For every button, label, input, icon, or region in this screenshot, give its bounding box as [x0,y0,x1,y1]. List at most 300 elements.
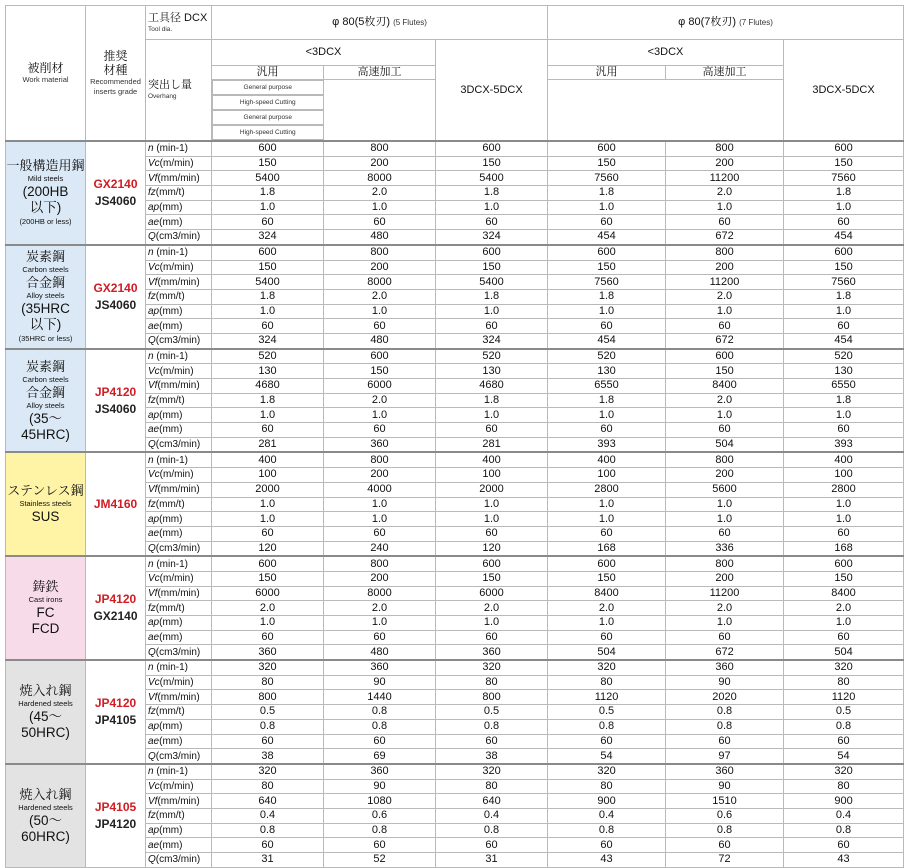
value-cell: 60 [436,630,548,645]
value-cell: 0.8 [666,705,784,720]
value-cell: 6000 [436,586,548,601]
value-cell: 1.0 [784,512,904,527]
value-cell: 60 [666,630,784,645]
work-material-cell: 一般構造用鋼 Mild steels (200HB 以下) (200HB or less) [6,141,86,245]
value-cell: 480 [324,333,436,348]
value-cell: 90 [666,779,784,794]
value-cell: 31 [212,853,324,868]
cutting-conditions-table [5,5,904,868]
parameter-label: Vf(mm/min) [146,482,212,497]
value-cell: 0.6 [324,808,436,823]
value-cell: 800 [436,690,548,705]
flute7-header: φ 80(7枚刃) (7 Flutes) [548,6,904,40]
value-cell: 360 [666,764,784,779]
value-cell: 130 [436,364,548,379]
value-cell: 130 [784,364,904,379]
value-cell: 150 [784,260,904,275]
parameter-label: Vf(mm/min) [146,794,212,809]
value-cell: 454 [548,333,666,348]
value-cell: 1.0 [784,616,904,631]
value-cell: 60 [784,423,904,438]
value-cell: 60 [436,838,548,853]
grade-label: GX2140 [93,609,138,624]
grade-label: JP4105 [94,712,137,727]
value-cell: 60 [436,526,548,541]
value-cell: 1.0 [212,497,324,512]
recommended-grade-cell [86,452,146,556]
value-cell: 1.0 [436,512,548,527]
value-cell: 11200 [666,586,784,601]
value-cell: 0.5 [784,705,904,720]
value-cell: 1.0 [436,497,548,512]
value-cell: 200 [666,468,784,483]
value-cell: 0.8 [784,823,904,838]
value-cell: 520 [548,349,666,364]
value-cell: 2000 [212,482,324,497]
value-cell: 480 [324,645,436,660]
value-cell: 0.8 [324,705,436,720]
recommended-grade-header: 推奨 材種 Recommended inserts grade [86,6,146,142]
value-cell: 600 [212,141,324,156]
value-cell: 60 [324,526,436,541]
value-cell: 600 [436,556,548,571]
parameter-label: Vc(m/min) [146,364,212,379]
value-cell: 800 [324,452,436,467]
value-cell: 60 [212,423,324,438]
value-cell: 393 [784,437,904,452]
value-cell: 60 [548,319,666,334]
value-cell: 150 [212,156,324,171]
parameter-label: fz(mm/t) [146,393,212,408]
value-cell: 640 [436,794,548,809]
value-cell: 320 [784,764,904,779]
value-cell: 1.0 [324,616,436,631]
grade-label: JS4060 [94,193,137,208]
table-row [6,764,904,779]
parameter-label: Vf(mm/min) [146,586,212,601]
parameter-label: Q(cm3/min) [146,541,212,556]
value-cell: 1.0 [784,304,904,319]
value-cell: 1.0 [666,497,784,512]
value-cell: 640 [212,794,324,809]
value-cell: 100 [548,468,666,483]
value-cell: 1.0 [436,304,548,319]
value-cell: 454 [784,230,904,245]
value-cell: 7560 [548,275,666,290]
parameter-label: Q(cm3/min) [146,437,212,452]
parameter-label: n (min-1) [146,556,212,571]
value-cell: 8400 [548,586,666,601]
parameter-label: Q(cm3/min) [146,230,212,245]
value-cell: 80 [784,675,904,690]
parameter-label: Vc(m/min) [146,675,212,690]
value-cell: 1.0 [548,200,666,215]
flute5-header: φ 80(5枚刃) (5 Flutes) [212,6,548,40]
parameter-label: ap(mm) [146,719,212,734]
value-cell: 1080 [324,794,436,809]
value-cell: 2.0 [436,601,548,616]
flute5-high-speed-en: High-speed Cutting [212,95,324,110]
value-cell: 7560 [784,171,904,186]
value-cell: 150 [784,571,904,586]
value-cell: 7560 [548,171,666,186]
parameter-label: ap(mm) [146,512,212,527]
value-cell: 1440 [324,690,436,705]
flute5-general-purpose-header: 汎用 [212,66,324,80]
value-cell: 2.0 [324,601,436,616]
value-cell: 400 [436,452,548,467]
grade-label: GX2140 [93,280,138,295]
value-cell: 672 [666,333,784,348]
parameter-label: ap(mm) [146,823,212,838]
value-cell: 60 [548,215,666,230]
table-row [6,349,904,364]
value-cell: 100 [436,468,548,483]
value-cell: 480 [324,230,436,245]
value-cell: 8000 [324,275,436,290]
parameter-label: ap(mm) [146,200,212,215]
value-cell: 520 [784,349,904,364]
flute5-general-purpose-en: General purpose [212,80,324,95]
value-cell: 1.8 [548,289,666,304]
parameter-label: Q(cm3/min) [146,645,212,660]
value-cell: 600 [784,245,904,260]
value-cell: 600 [436,245,548,260]
value-cell: 150 [436,260,548,275]
value-cell: 0.8 [212,823,324,838]
value-cell: 2.0 [324,186,436,201]
value-cell: 69 [324,749,436,764]
value-cell: 200 [324,260,436,275]
value-cell: 1.0 [548,304,666,319]
value-cell: 90 [324,675,436,690]
parameter-label: ae(mm) [146,423,212,438]
value-cell: 2.0 [666,289,784,304]
value-cell: 320 [436,764,548,779]
value-cell: 1.0 [548,616,666,631]
value-cell: 0.6 [666,808,784,823]
value-cell: 1.0 [784,200,904,215]
value-cell: 38 [212,749,324,764]
value-cell: 1120 [548,690,666,705]
value-cell: 800 [666,141,784,156]
value-cell: 6000 [212,586,324,601]
value-cell: 1.0 [784,497,904,512]
parameter-label: fz(mm/t) [146,808,212,823]
grade-label: JP4120 [94,384,137,399]
grade-label: JP4105 [94,799,137,814]
value-cell: 60 [212,526,324,541]
value-cell: 150 [212,260,324,275]
value-cell: 6550 [784,379,904,394]
tool-dia-header: 工具径 DCX Tool dia. [146,6,212,40]
value-cell: 1.0 [666,408,784,423]
parameter-label: fz(mm/t) [146,289,212,304]
value-cell: 0.8 [324,823,436,838]
parameter-label: n (min-1) [146,764,212,779]
value-cell: 520 [436,349,548,364]
value-cell: 0.4 [436,808,548,823]
table-row [6,245,904,260]
value-cell: 1.8 [784,186,904,201]
value-cell: 393 [548,437,666,452]
value-cell: 600 [548,556,666,571]
value-cell: 60 [212,215,324,230]
value-cell: 320 [436,660,548,675]
value-cell: 2.0 [212,601,324,616]
value-cell: 1.8 [436,186,548,201]
value-cell: 150 [212,571,324,586]
value-cell: 200 [666,156,784,171]
value-cell: 800 [666,556,784,571]
flute5-3to5dcx-header: 3DCX-5DCX [436,40,548,142]
work-material-cell: 焼入れ鋼 Hardened steels (45～ 50HRC) [6,660,86,764]
table-row [6,141,904,156]
value-cell: 400 [548,452,666,467]
value-cell: 150 [548,571,666,586]
value-cell: 60 [436,734,548,749]
value-cell: 324 [212,333,324,348]
value-cell: 60 [784,630,904,645]
value-cell: 400 [784,452,904,467]
value-cell: 60 [784,526,904,541]
parameter-label: fz(mm/t) [146,497,212,512]
value-cell: 1.0 [212,616,324,631]
grade-label: GX2140 [93,176,138,191]
value-cell: 60 [666,734,784,749]
parameter-label: ae(mm) [146,630,212,645]
parameter-label: ap(mm) [146,408,212,423]
value-cell: 2.0 [784,601,904,616]
value-cell: 43 [548,853,666,868]
value-cell: 360 [324,764,436,779]
parameter-label: n (min-1) [146,245,212,260]
value-cell: 6550 [548,379,666,394]
parameter-label: Vf(mm/min) [146,379,212,394]
value-cell: 5400 [436,275,548,290]
value-cell: 1.0 [212,200,324,215]
value-cell: 6000 [324,379,436,394]
value-cell: 80 [212,779,324,794]
recommended-grade-cell [86,245,146,349]
value-cell: 60 [436,423,548,438]
value-cell: 8400 [784,586,904,601]
value-cell: 5400 [212,275,324,290]
value-cell: 52 [324,853,436,868]
work-material-header: 被削材 Work material [6,6,86,142]
value-cell: 5600 [666,482,784,497]
parameter-label: Vc(m/min) [146,260,212,275]
value-cell: 60 [324,630,436,645]
value-cell: 320 [548,660,666,675]
value-cell: 150 [548,260,666,275]
parameter-label: ae(mm) [146,319,212,334]
flute5-high-speed-header: 高速加工 [324,66,436,80]
value-cell: 1.0 [324,497,436,512]
parameter-label: n (min-1) [146,452,212,467]
work-material-cell: 焼入れ鋼 Hardened steels (50～ 60HRC) [6,764,86,867]
value-cell: 0.8 [324,719,436,734]
value-cell: 600 [784,141,904,156]
value-cell: 0.4 [212,808,324,823]
parameter-label: ae(mm) [146,734,212,749]
work-material-cell: ステンレス鋼 Stainless steels SUS [6,452,86,556]
value-cell: 100 [784,468,904,483]
value-cell: 130 [548,364,666,379]
recommended-grade-cell [86,141,146,245]
value-cell: 360 [324,660,436,675]
value-cell: 1.8 [784,393,904,408]
value-cell: 0.8 [784,719,904,734]
value-cell: 504 [666,437,784,452]
value-cell: 200 [324,571,436,586]
value-cell: 2020 [666,690,784,705]
parameter-label: ap(mm) [146,304,212,319]
value-cell: 800 [666,245,784,260]
value-cell: 200 [666,260,784,275]
value-cell: 80 [548,675,666,690]
parameter-label: Q(cm3/min) [146,333,212,348]
recommended-grade-cell [86,660,146,764]
header-row-tool-dia [6,6,904,40]
value-cell: 900 [784,794,904,809]
value-cell: 520 [212,349,324,364]
parameter-label: Vc(m/min) [146,571,212,586]
value-cell: 60 [666,838,784,853]
value-cell: 150 [436,156,548,171]
value-cell: 0.8 [436,719,548,734]
grade-label: JP4120 [94,592,137,607]
parameter-label: Vc(m/min) [146,468,212,483]
value-cell: 1.0 [324,200,436,215]
value-cell: 80 [212,675,324,690]
work-material-cell: 炭素鋼 Carbon steels 合金鋼 Alloy steels (35～ 45HRC) [6,349,86,453]
value-cell: 600 [666,349,784,364]
value-cell: 150 [784,156,904,171]
value-cell: 240 [324,541,436,556]
value-cell: 72 [666,853,784,868]
value-cell: 1.8 [436,289,548,304]
value-cell: 281 [436,437,548,452]
value-cell: 150 [324,364,436,379]
value-cell: 54 [784,749,904,764]
value-cell: 200 [666,571,784,586]
parameter-label: Vc(m/min) [146,156,212,171]
value-cell: 60 [666,526,784,541]
value-cell: 600 [784,556,904,571]
value-cell: 150 [436,571,548,586]
value-cell: 672 [666,230,784,245]
value-cell: 80 [436,675,548,690]
value-cell: 1.0 [324,304,436,319]
value-cell: 1.0 [212,512,324,527]
value-cell: 60 [212,319,324,334]
value-cell: 150 [666,364,784,379]
value-cell: 60 [324,838,436,853]
recommended-grade-cell [86,556,146,660]
value-cell: 1.8 [212,289,324,304]
value-cell: 2800 [784,482,904,497]
value-cell: 1.0 [666,304,784,319]
value-cell: 324 [212,230,324,245]
value-cell: 60 [324,423,436,438]
value-cell: 900 [548,794,666,809]
value-cell: 60 [436,215,548,230]
parameter-label: ae(mm) [146,838,212,853]
parameter-label: Q(cm3/min) [146,853,212,868]
work-material-cell: 鋳鉄 Cast irons FC FCD [6,556,86,660]
flute7-lt3dcx-header: <3DCX [548,40,784,66]
value-cell: 0.8 [548,823,666,838]
table-row [6,452,904,467]
value-cell: 336 [666,541,784,556]
parameter-label: fz(mm/t) [146,186,212,201]
value-cell: 360 [436,645,548,660]
value-cell: 504 [548,645,666,660]
value-cell: 0.5 [212,705,324,720]
value-cell: 60 [784,734,904,749]
flute7-3to5dcx-header: 3DCX-5DCX [784,40,904,142]
value-cell: 54 [548,749,666,764]
value-cell: 324 [436,230,548,245]
flute7-high-speed-en: High-speed Cutting [212,125,324,140]
parameter-label: n (min-1) [146,660,212,675]
value-cell: 600 [212,245,324,260]
parameter-label: Vf(mm/min) [146,171,212,186]
parameter-label: ae(mm) [146,526,212,541]
value-cell: 1.0 [548,497,666,512]
parameter-label: ae(mm) [146,215,212,230]
value-cell: 1.8 [436,393,548,408]
value-cell: 600 [436,141,548,156]
value-cell: 60 [548,526,666,541]
value-cell: 1.0 [666,616,784,631]
value-cell: 800 [666,452,784,467]
value-cell: 320 [212,660,324,675]
work-material-cell: 炭素鋼 Carbon steels 合金鋼 Alloy steels (35HRC 以下) (35HRC or less) [6,245,86,349]
value-cell: 0.8 [666,719,784,734]
value-cell: 0.8 [666,823,784,838]
value-cell: 4680 [212,379,324,394]
value-cell: 8000 [324,171,436,186]
value-cell: 60 [212,838,324,853]
value-cell: 60 [436,319,548,334]
flute7-general-purpose-en: General purpose [212,110,324,125]
value-cell: 60 [324,734,436,749]
value-cell: 320 [784,660,904,675]
flute7-high-speed-header: 高速加工 [666,66,784,80]
recommended-grade-cell [86,764,146,867]
value-cell: 80 [784,779,904,794]
value-cell: 11200 [666,275,784,290]
table-row [6,556,904,571]
value-cell: 1.0 [548,512,666,527]
value-cell: 0.8 [548,719,666,734]
parameter-label: Vf(mm/min) [146,275,212,290]
value-cell: 200 [324,156,436,171]
value-cell: 1.8 [548,393,666,408]
value-cell: 60 [324,319,436,334]
value-cell: 60 [212,734,324,749]
value-cell: 2.0 [666,393,784,408]
value-cell: 120 [212,541,324,556]
value-cell: 5400 [436,171,548,186]
value-cell: 320 [548,764,666,779]
parameter-label: Q(cm3/min) [146,749,212,764]
value-cell: 2.0 [548,601,666,616]
value-cell: 1.0 [666,200,784,215]
value-cell: 7560 [784,275,904,290]
